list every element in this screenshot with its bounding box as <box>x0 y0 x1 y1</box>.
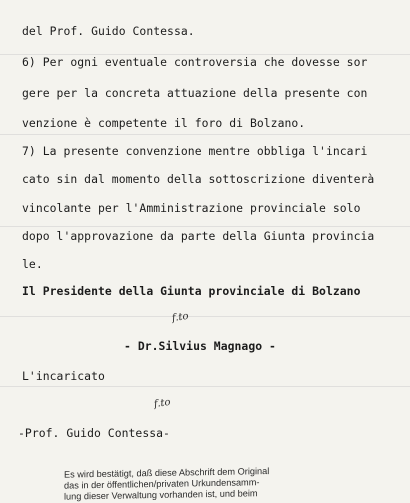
contessa-signature: f.to <box>153 396 172 411</box>
bleed-line <box>0 316 410 317</box>
president-heading: Il Presidente della Giunta provinciale di Bolzano <box>22 284 361 298</box>
bleed-line <box>0 134 410 135</box>
bleed-line <box>0 226 410 227</box>
body-line-9: le. <box>22 257 43 271</box>
stamp-line-2: das in der öffentlichen/privaten Urkundensamm- <box>64 477 260 491</box>
body-line-5: 7) La presente convenzione mentre obbliga l'incari <box>22 144 368 158</box>
stamp-line-1: Es wird bestätigt, daß diese Abschrift dem Original <box>64 466 270 480</box>
stamp-line-3: lung dieser Verwaltung vorhanden ist, und beim <box>64 488 258 502</box>
body-line-6: cato sin dal momento della sottoscrizione diventerà <box>22 172 375 186</box>
body-line-1: del Prof. Guido Contessa. <box>22 24 195 38</box>
body-line-3: gere per la concreta attuazione della presente con <box>22 86 368 100</box>
president-name: - Dr.Silvius Magnago - <box>124 339 276 353</box>
body-line-8: dopo l'approvazione da parte della Giunta provincia <box>22 229 375 243</box>
contessa-name: -Prof. Guido Contessa- <box>18 426 170 440</box>
president-signature: f.to <box>171 310 190 325</box>
body-line-2: 6) Per ogni eventuale controversia che dovesse sor <box>22 55 368 69</box>
certification-stamp <box>64 464 364 502</box>
bleed-line <box>0 386 410 387</box>
body-line-7: vincolante per l'Amministrazione provinciale solo <box>22 201 361 215</box>
incaricato-label: L'incaricato <box>22 369 105 383</box>
body-line-4: venzione è competente il foro di Bolzano. <box>22 116 306 130</box>
